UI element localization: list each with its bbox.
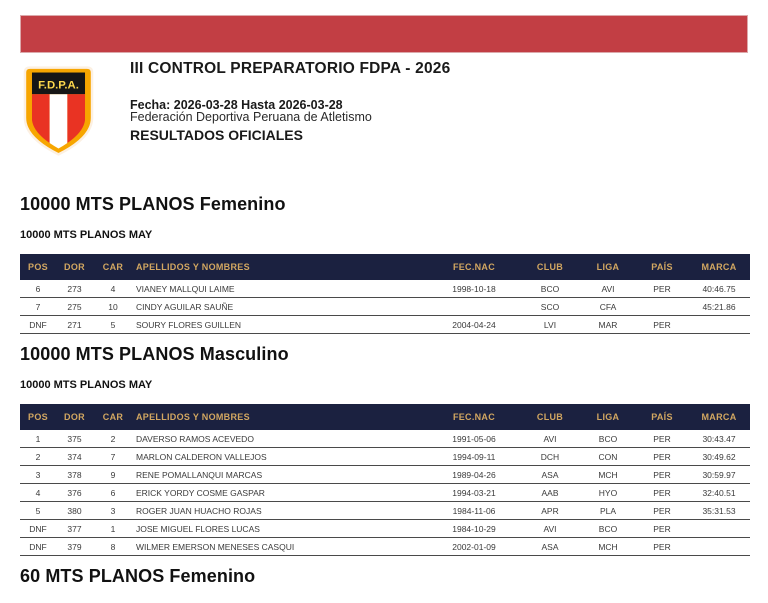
results-table bbox=[20, 254, 750, 334]
cell-pais: PER bbox=[636, 484, 688, 502]
fdpa-shield-icon bbox=[22, 64, 95, 158]
cell-pos: 5 bbox=[20, 502, 56, 520]
table-row bbox=[20, 430, 750, 448]
sections bbox=[20, 196, 750, 597]
column-header-fecnac: FEC.NAC bbox=[428, 254, 520, 280]
table-row bbox=[20, 316, 750, 334]
cell-pos: 6 bbox=[20, 280, 56, 298]
cell-nombres: SOURY FLORES GUILLEN bbox=[133, 316, 428, 334]
table-row bbox=[20, 448, 750, 466]
federation-name: Federación Deportiva Peruana de Atletismo bbox=[130, 110, 372, 124]
results-table bbox=[20, 404, 750, 556]
table-row bbox=[20, 484, 750, 502]
cell-car: 8 bbox=[93, 538, 133, 556]
column-header-pos: POS bbox=[20, 404, 56, 430]
cell-liga: PLA bbox=[580, 502, 636, 520]
column-header-fecnac: FEC.NAC bbox=[428, 404, 520, 430]
cell-nombres: JOSE MIGUEL FLORES LUCAS bbox=[133, 520, 428, 538]
cell-club: AVI bbox=[520, 520, 580, 538]
fdpa-logo bbox=[22, 64, 95, 158]
cell-marca: 30:49.62 bbox=[688, 448, 750, 466]
cell-liga: MCH bbox=[580, 466, 636, 484]
section-subheading: 10000 MTS PLANOS MAY bbox=[20, 379, 153, 391]
cell-marca bbox=[688, 520, 750, 538]
cell-dor: 273 bbox=[56, 280, 93, 298]
cell-liga: HYO bbox=[580, 484, 636, 502]
column-header-pais: PAÍS bbox=[636, 404, 688, 430]
cell-liga: BCO bbox=[580, 430, 636, 448]
cell-dor: 377 bbox=[56, 520, 93, 538]
column-header-marca: MARCA bbox=[688, 254, 750, 280]
cell-nombres: RENE POMALLANQUI MARCAS bbox=[133, 466, 428, 484]
cell-club: ASA bbox=[520, 538, 580, 556]
cell-pais: PER bbox=[636, 316, 688, 334]
cell-pos: 2 bbox=[20, 448, 56, 466]
cell-pos: 1 bbox=[20, 430, 56, 448]
cell-nombres: ROGER JUAN HUACHO ROJAS bbox=[133, 502, 428, 520]
table-row bbox=[20, 466, 750, 484]
cell-pais: PER bbox=[636, 502, 688, 520]
event-section bbox=[20, 568, 750, 585]
cell-pos: 7 bbox=[20, 298, 56, 316]
cell-pos: DNF bbox=[20, 520, 56, 538]
section-subheading: 10000 MTS PLANOS MAY bbox=[20, 229, 153, 241]
cell-club: AAB bbox=[520, 484, 580, 502]
page-title: III CONTROL PREPARATORIO FDPA - 2026 bbox=[130, 60, 451, 77]
cell-fecnac: 1998-10-18 bbox=[428, 280, 520, 298]
cell-marca: 30:59.97 bbox=[688, 466, 750, 484]
column-header-liga: LIGA bbox=[580, 404, 636, 430]
cell-fecnac: 2002-01-09 bbox=[428, 538, 520, 556]
cell-nombres: WILMER EMERSON MENESES CASQUI bbox=[133, 538, 428, 556]
event-section bbox=[20, 196, 750, 334]
cell-club: ASA bbox=[520, 466, 580, 484]
column-header-dor: DOR bbox=[56, 254, 93, 280]
cell-club: APR bbox=[520, 502, 580, 520]
column-header-pais: PAÍS bbox=[636, 254, 688, 280]
cell-club: DCH bbox=[520, 448, 580, 466]
cell-marca: 30:43.47 bbox=[688, 430, 750, 448]
cell-dor: 275 bbox=[56, 298, 93, 316]
cell-liga: CON bbox=[580, 448, 636, 466]
cell-car: 6 bbox=[93, 484, 133, 502]
cell-fecnac bbox=[428, 298, 520, 316]
table-row bbox=[20, 502, 750, 520]
cell-dor: 376 bbox=[56, 484, 93, 502]
cell-marca: 35:31.53 bbox=[688, 502, 750, 520]
cell-car: 3 bbox=[93, 502, 133, 520]
table-row bbox=[20, 538, 750, 556]
cell-pais: PER bbox=[636, 538, 688, 556]
cell-dor: 374 bbox=[56, 448, 93, 466]
date-line: Fecha: 2026-03-28 Hasta 2026-03-28 bbox=[130, 98, 343, 112]
column-header-club: CLUB bbox=[520, 404, 580, 430]
table-row bbox=[20, 520, 750, 538]
cell-marca: 32:40.51 bbox=[688, 484, 750, 502]
cell-liga: MCH bbox=[580, 538, 636, 556]
cell-fecnac: 1994-03-21 bbox=[428, 484, 520, 502]
cell-fecnac: 1989-04-26 bbox=[428, 466, 520, 484]
cell-marca: 45:21.86 bbox=[688, 298, 750, 316]
cell-dor: 380 bbox=[56, 502, 93, 520]
cell-liga: MAR bbox=[580, 316, 636, 334]
cell-club: SCO bbox=[520, 298, 580, 316]
cell-pais bbox=[636, 298, 688, 316]
top-banner bbox=[20, 15, 748, 53]
cell-marca bbox=[688, 316, 750, 334]
cell-club: AVI bbox=[520, 430, 580, 448]
event-section bbox=[20, 346, 750, 556]
column-header-car: CAR bbox=[93, 254, 133, 280]
cell-marca: 40:46.75 bbox=[688, 280, 750, 298]
cell-marca bbox=[688, 538, 750, 556]
cell-nombres: VIANEY MALLQUI LAIME bbox=[133, 280, 428, 298]
cell-car: 4 bbox=[93, 280, 133, 298]
cell-fecnac: 1984-10-29 bbox=[428, 520, 520, 538]
cell-liga: AVI bbox=[580, 280, 636, 298]
cell-car: 5 bbox=[93, 316, 133, 334]
cell-liga: CFA bbox=[580, 298, 636, 316]
cell-club: LVI bbox=[520, 316, 580, 334]
cell-pais: PER bbox=[636, 520, 688, 538]
section-heading: 10000 MTS PLANOS Masculino bbox=[20, 344, 289, 364]
cell-car: 10 bbox=[93, 298, 133, 316]
cell-nombres: MARLON CALDERON VALLEJOS bbox=[133, 448, 428, 466]
column-header-dor: DOR bbox=[56, 404, 93, 430]
table-row bbox=[20, 298, 750, 316]
cell-club: BCO bbox=[520, 280, 580, 298]
table-header-row bbox=[20, 254, 750, 280]
cell-dor: 378 bbox=[56, 466, 93, 484]
cell-car: 7 bbox=[93, 448, 133, 466]
cell-pais: PER bbox=[636, 448, 688, 466]
cell-fecnac: 1991-05-06 bbox=[428, 430, 520, 448]
table-row bbox=[20, 280, 750, 298]
column-header-club: CLUB bbox=[520, 254, 580, 280]
cell-dor: 271 bbox=[56, 316, 93, 334]
column-header-car: CAR bbox=[93, 404, 133, 430]
column-header-nombres: APELLIDOS Y NOMBRES bbox=[133, 404, 428, 430]
cell-liga: BCO bbox=[580, 520, 636, 538]
column-header-liga: LIGA bbox=[580, 254, 636, 280]
table-header-row bbox=[20, 404, 750, 430]
cell-fecnac: 2004-04-24 bbox=[428, 316, 520, 334]
cell-fecnac: 1994-09-11 bbox=[428, 448, 520, 466]
cell-car: 1 bbox=[93, 520, 133, 538]
column-header-marca: MARCA bbox=[688, 404, 750, 430]
fdpa-logo-text: F.D.P.A. bbox=[38, 79, 79, 92]
column-header-pos: POS bbox=[20, 254, 56, 280]
cell-nombres: DAVERSO RAMOS ACEVEDO bbox=[133, 430, 428, 448]
cell-pos: 4 bbox=[20, 484, 56, 502]
cell-car: 2 bbox=[93, 430, 133, 448]
cell-pais: PER bbox=[636, 430, 688, 448]
cell-pos: 3 bbox=[20, 466, 56, 484]
cell-fecnac: 1984-11-06 bbox=[428, 502, 520, 520]
column-header-nombres: APELLIDOS Y NOMBRES bbox=[133, 254, 428, 280]
cell-pais: PER bbox=[636, 466, 688, 484]
cell-nombres: ERICK YORDY COSME GASPAR bbox=[133, 484, 428, 502]
cell-pos: DNF bbox=[20, 538, 56, 556]
cell-dor: 379 bbox=[56, 538, 93, 556]
results-label: RESULTADOS OFICIALES bbox=[130, 127, 303, 143]
section-heading: 60 MTS PLANOS Femenino bbox=[20, 566, 256, 586]
section-heading: 10000 MTS PLANOS Femenino bbox=[20, 194, 286, 214]
cell-nombres: CINDY AGUILAR SAUÑE bbox=[133, 298, 428, 316]
cell-pais: PER bbox=[636, 280, 688, 298]
cell-car: 9 bbox=[93, 466, 133, 484]
cell-pos: DNF bbox=[20, 316, 56, 334]
cell-dor: 375 bbox=[56, 430, 93, 448]
